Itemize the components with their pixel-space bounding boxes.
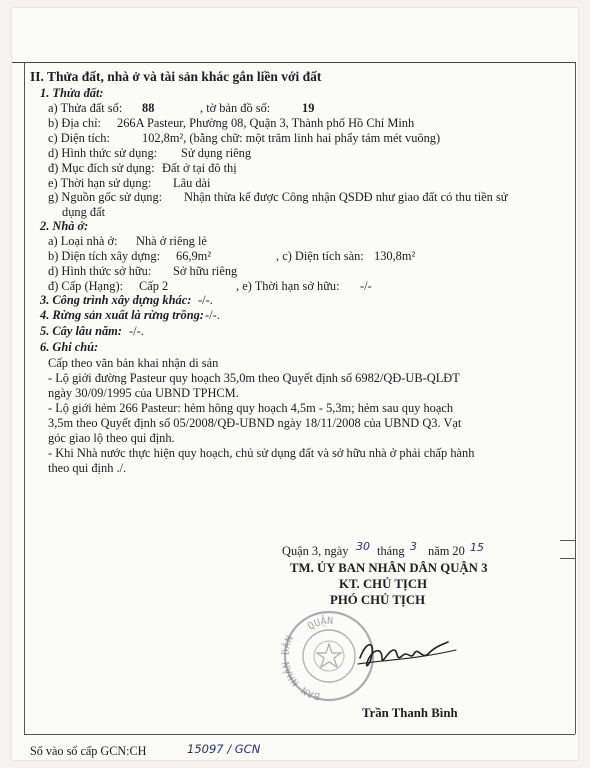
frame-tick bbox=[560, 540, 575, 541]
address-value: 266A Pasteur, Phường 08, Quận 3, Thành phố Hồ Chí Minh bbox=[117, 116, 415, 130]
date-day: 30 bbox=[356, 540, 370, 553]
signing-role: PHÓ CHỦ TỊCH bbox=[330, 593, 426, 607]
purpose-value: Đất ở tại đô thị bbox=[162, 161, 237, 175]
notes-heading: 6. Ghi chú: bbox=[40, 340, 99, 354]
note-line: góc giao lộ theo qui định. bbox=[48, 431, 175, 445]
frame-line-left bbox=[24, 62, 25, 734]
origin-value-line1: Nhận thừa kế được Công nhận QSDĐ như giao đất có thu tiền sử bbox=[184, 190, 508, 204]
note-line: - Khi Nhà nước thực hiện quy hoạch, chủ sử dụng đất và sở hữu nhà ở phải chấp hành bbox=[48, 446, 475, 460]
origin-label: g) Nguồn gốc sử dụng: bbox=[48, 190, 163, 204]
signer-name: Trần Thanh Bình bbox=[362, 706, 458, 720]
grade-label: đ) Cấp (Hạng): bbox=[48, 279, 124, 293]
signing-kt: KT. CHỦ TỊCH bbox=[339, 577, 428, 591]
area-value: 102,8m², (bằng chữ: một trăm linh hai phẩy tám mét vuông) bbox=[142, 131, 441, 145]
use-form-label: d) Hình thức sử dụng: bbox=[48, 146, 158, 160]
house-type-value: Nhà ở riêng lẻ bbox=[136, 234, 207, 248]
map-label: , tờ bản đồ số: bbox=[200, 101, 271, 115]
purpose-label: đ) Mục đích sử dụng: bbox=[48, 161, 155, 175]
note-line: Cấp theo văn bản khai nhận di sản bbox=[48, 356, 219, 370]
frame-tick bbox=[560, 558, 575, 559]
registry-label: Số vào sổ cấp GCN:CH bbox=[30, 744, 147, 758]
origin-value-line2: dụng đất bbox=[62, 205, 106, 219]
date-month: 3 bbox=[410, 540, 417, 553]
floor-area-value: 130,8m² bbox=[374, 249, 416, 263]
house-type-label: a) Loại nhà ở: bbox=[48, 234, 118, 248]
built-area-label: b) Diện tích xây dựng: bbox=[48, 249, 161, 263]
seal-text-top: QUẬN bbox=[306, 615, 334, 633]
note-line: - Lộ giới hẻm 266 Pasteur: hẻm hông quy hoạch 4,5m - 5,3m; hẻm sau quy hoạch bbox=[48, 401, 454, 415]
handwritten-signature bbox=[352, 620, 462, 680]
date-month-label: tháng bbox=[377, 544, 405, 558]
date-year-prefix: năm 20 bbox=[428, 544, 465, 558]
own-term-label: , e) Thời hạn sở hữu: bbox=[236, 279, 340, 293]
registry-value: 15097 / GCN bbox=[187, 742, 261, 756]
note-line: 3,5m theo Quyết định số 05/2008/QĐ-UBND ngày 18/11/2008 của UBND Q3. Vạt bbox=[48, 416, 462, 430]
term-label: e) Thời hạn sử dụng: bbox=[48, 176, 152, 190]
trees-value: -/-. bbox=[129, 324, 144, 338]
other-works-label: 3. Công trình xây dựng khác: bbox=[40, 293, 192, 307]
map-number: 19 bbox=[302, 101, 315, 115]
own-form-label: d) Hình thức sở hữu: bbox=[48, 264, 152, 278]
frame-line-top bbox=[12, 62, 576, 63]
frame-line-bottom bbox=[24, 734, 575, 735]
note-line: - Lộ giới đường Pasteur quy hoạch 35,0m theo Quyết định số 6982/QĐ-UB-QLĐT bbox=[48, 371, 460, 385]
date-prefix: Quận 3, ngày bbox=[282, 544, 349, 558]
term-value: Lâu dài bbox=[173, 176, 211, 190]
section-title: II. Thửa đất, nhà ở và tài sản khác gắn liền với đất bbox=[30, 69, 322, 84]
built-area-value: 66,9m² bbox=[176, 249, 212, 263]
land-heading: 1. Thửa đất: bbox=[40, 86, 104, 100]
plot-label: a) Thửa đất số: bbox=[48, 101, 123, 115]
plot-number: 88 bbox=[142, 101, 155, 115]
use-form-value: Sử dụng riêng bbox=[181, 146, 252, 160]
forest-label: 4. Rừng sản xuất là rừng trồng: bbox=[40, 308, 204, 322]
forest-value: -/-. bbox=[205, 308, 220, 322]
trees-label: 5. Cây lâu năm: bbox=[40, 324, 122, 338]
date-year-suffix: 15 bbox=[470, 541, 484, 554]
address-label: b) Địa chỉ: bbox=[48, 116, 101, 130]
frame-line-right bbox=[575, 62, 576, 734]
note-line: ngày 30/09/1995 của UBND TPHCM. bbox=[48, 386, 239, 400]
area-label: c) Diện tích: bbox=[48, 131, 110, 145]
note-line: theo qui định ./. bbox=[48, 461, 127, 475]
signing-org: TM. ỦY BAN NHÂN DÂN QUẬN 3 bbox=[290, 561, 488, 575]
own-form-value: Sở hữu riêng bbox=[173, 264, 238, 278]
own-term-value: -/- bbox=[360, 279, 372, 293]
other-works-value: -/-. bbox=[198, 293, 213, 307]
house-heading: 2. Nhà ở: bbox=[40, 219, 89, 233]
seal-text-left: BAN NHÂN DÂN bbox=[281, 634, 322, 702]
floor-area-label: , c) Diện tích sàn: bbox=[276, 249, 364, 263]
grade-value: Cấp 2 bbox=[139, 279, 169, 293]
